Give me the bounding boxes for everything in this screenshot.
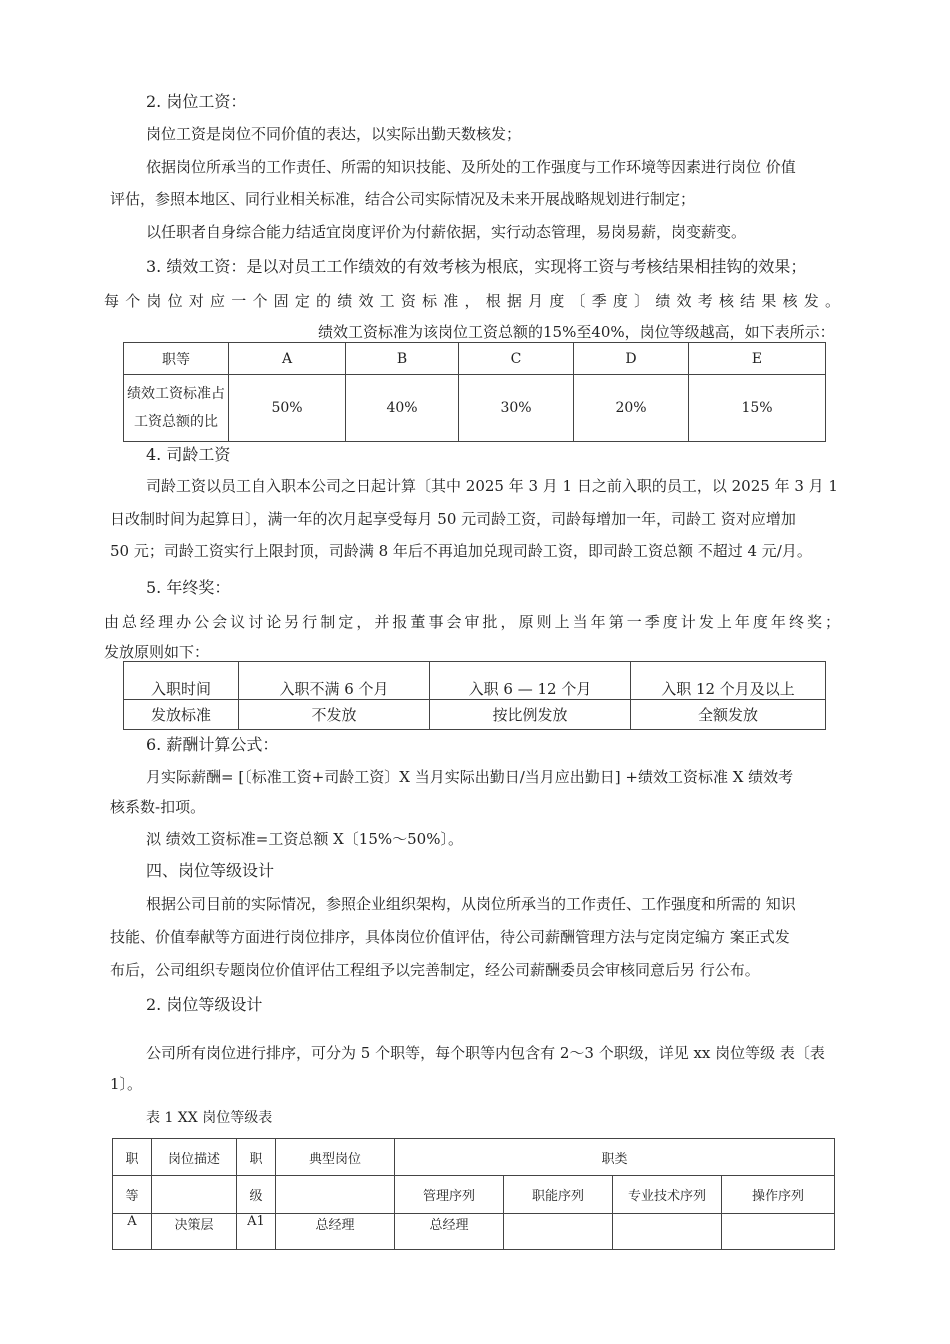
section-4-title: 4. 司龄工资 [146,445,231,464]
level-h2-operation: 操作序列 [722,1176,835,1214]
grade-design-line-1: 公司所有岗位进行排序，可分为 5 个职等，每个职等内包含有 2〜3 个职级，详见 xx 岗位等级 表〔表 [146,1044,825,1062]
level-row-level: A1 [237,1214,276,1250]
level-h2-level: 级 [237,1176,276,1214]
perf-row-label-line-2: 工资总额的比 [134,414,218,430]
section-2-para-3: 以任职者自身综合能力结适宜岗度评价为付薪依据，实行动态管理，易岗易薪，岗变薪变。 [146,223,747,241]
bonus-row-label: 发放标准 [124,700,239,730]
section-5-line-2: 发放原则如下： [104,643,210,661]
section-2-title: 2. 岗位工资： [146,92,247,111]
perf-header-c: C [459,343,574,375]
bonus-header-time: 入职时间 [124,662,239,700]
performance-table [123,342,826,442]
section-4-line-1: 司龄工资以员工自入职本公司之日起计算〔其中 2025 年 3 月 1 日之前入职的员工，以 2025 年 3 月 1 [146,477,838,495]
section-2-para-2-line-2: 评估，参照本地区、同行业相关标准，结合公司实际情况及未来开展战略规划进行制定； [110,190,696,208]
perf-row-label [124,375,229,442]
section-5-line-1: 由总经理办公会议讨论另行制定，并报董事会审批，原则上当年第一季度计发上年度年终奖； [104,613,840,631]
perf-value-e: 15% [689,375,826,442]
section-6-line-1: 月实际薪酬= [〔标准工资+司龄工资〕X 当月实际出勤日/当月应出勤日] +绩效工资标准 X 绩效考 [146,768,794,786]
bonus-header-6-12: 入职 6 — 12 个月 [430,662,631,700]
perf-value-d: 20% [574,375,689,442]
bonus-header-under-6: 入职不满 6 个月 [239,662,430,700]
bonus-header-12-plus: 入职 12 个月及以上 [631,662,826,700]
level-row-operation-empty [722,1214,835,1250]
section-four-line-1: 根据公司目前的实际情况，参照企业组织架构，从岗位所承当的工作责任、工作强度和所需的 知识 [146,895,796,913]
perf-header-b: B [346,343,459,375]
position-level-table [112,1138,835,1250]
section-four-title: 四、岗位等级设计 [146,861,275,880]
level-h2-function: 职能序列 [504,1176,613,1214]
level-row-technical-empty [613,1214,722,1250]
bonus-table [123,661,826,730]
grade-design-title: 2. 岗位等级设计 [146,995,263,1014]
section-4-line-3: 50 元；司龄工资实行上限封顶，司龄满 8 年后不再追加兑现司龄工资，即司龄工资总额 不超过 4 元/月。 [110,542,812,560]
perf-row-label-line-1: 绩效工资标准占 [127,386,225,402]
perf-value-a: 50% [229,375,346,442]
section-4-line-2: 日改制时间为起算日〕，满一年的次月起享受每月 50 元司龄工资，司龄每增加一年，司龄工 资对应增加 [110,510,796,528]
section-four-line-3: 布后，公司组织专题岗位价值评估工程组予以完善制定，经公司薪酬委员会审核同意后另 行公布。 [110,961,760,979]
level-h1-category: 职类 [395,1139,835,1176]
section-four-line-2: 技能、价值奉献等方面进行岗位排序，具体岗位价值评估，待公司薪酬管理方法与定岗定编方 案正式发 [110,928,790,946]
bonus-row-none: 不发放 [239,700,430,730]
section-3-line-3: 绩效工资标准为该岗位工资总额的15%至40%，岗位等级越高，如下表所示： [318,323,835,341]
perf-value-c: 30% [459,375,574,442]
level-h2-grade: 等 [113,1176,152,1214]
bonus-row-full: 全额发放 [631,700,826,730]
perf-header-grade: 职等 [124,343,229,375]
level-h2-desc-empty [152,1176,237,1214]
perf-header-d: D [574,343,689,375]
section-5-title: 5. 年终奖： [146,578,231,597]
section-3-title: 3. 绩效工资：是以对员工工作绩效的有效考核为根底，实现将工资与考核结果相挂钩的效果； [146,257,807,276]
level-row-typical: 总经理 [276,1214,395,1250]
level-row-grade: A [113,1214,152,1250]
level-h2-management: 管理序列 [395,1176,504,1214]
section-6-line-2: 核系数-扣项。 [110,798,206,816]
level-row-desc: 决策层 [152,1214,237,1250]
level-h1-grade: 职 [113,1139,152,1176]
level-h1-desc: 岗位描述 [152,1139,237,1176]
section-6-title: 6. 薪酬计算公式： [146,735,279,754]
grade-design-line-2: 1〕。 [110,1075,143,1093]
perf-value-b: 40% [346,375,459,442]
level-h2-technical: 专业技术序列 [613,1176,722,1214]
table-1-caption: 表 1 XX 岗位等级表 [146,1110,273,1126]
level-h2-typical-empty [276,1176,395,1214]
section-2-para-2-line-1: 依据岗位所承当的工作责任、所需的知识技能、及所处的工作强度与工作环境等因素进行岗位 价值 [146,158,796,176]
level-row-function-empty [504,1214,613,1250]
bonus-row-proportional: 按比例发放 [430,700,631,730]
section-6-line-3: 泤 绩效工资标准=工资总额 X〔15%〜50%〕。 [146,830,463,848]
perf-header-a: A [229,343,346,375]
level-h1-typical: 典型岗位 [276,1139,395,1176]
section-2-para-1: 岗位工资是岗位不同价值的表达，以实际出勤天数核发； [146,125,522,143]
section-3-line-2: 每个岗位对应一个固定的绩效工资标准，根据月度〔季度〕绩效考核结果核发。 [104,292,840,310]
perf-header-e: E [689,343,826,375]
level-row-management: 总经理 [395,1214,504,1250]
level-h1-level: 职 [237,1139,276,1176]
